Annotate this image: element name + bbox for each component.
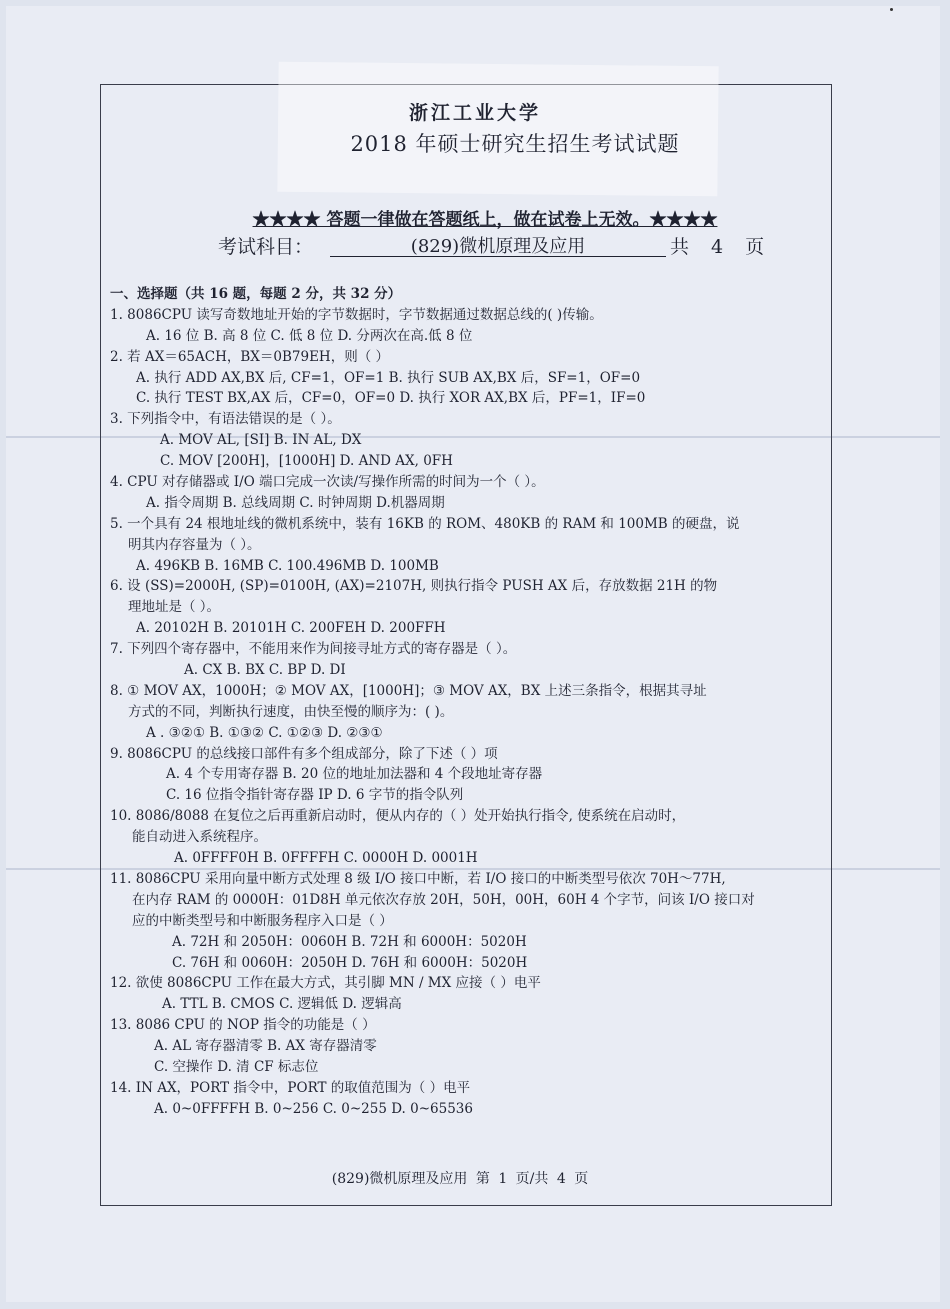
question-line: A. 执行 ADD AX,BX 后, CF=1，OF=1 B. 执行 SUB AX,BX 后，SF=1，OF=0 bbox=[136, 369, 641, 386]
question-line: 10. 8086/8088 在复位之后再重新启动时，便从内存的（ ）处开始执行指令, 使系统在启动时， bbox=[110, 808, 686, 825]
question-line: A. TTL B. CMOS C. 逻辑低 D. 逻辑高 bbox=[162, 996, 402, 1013]
subject-label: 考试科目： bbox=[218, 236, 314, 258]
subject-name: (829)微机原理及应用 bbox=[330, 232, 666, 257]
question-line: A . ③②① B. ①③② C. ①②③ D. ②③① bbox=[146, 724, 383, 741]
question-line: C. 执行 TEST BX,AX 后，CF=0，OF=0 D. 执行 XOR AX,BX 后，PF=1，IF=0 bbox=[136, 390, 646, 407]
scan-speck bbox=[890, 8, 893, 11]
question-line: 8. ① MOV AX，1000H；② MOV AX，[1000H]；③ MOV AX，BX 上述三条指令，根据其寻址 bbox=[110, 682, 707, 699]
question-line: 13. 8086 CPU 的 NOP 指令的功能是（ ） bbox=[110, 1017, 376, 1034]
question-line: C. 76H 和 0060H：2050H D. 76H 和 6000H：5020H bbox=[172, 954, 528, 971]
question-line: 1. 8086CPU 读写奇数地址开始的字节数据时，字节数据通过数据总线的( )传输。 bbox=[110, 306, 603, 323]
question-list bbox=[110, 284, 822, 1120]
question-line: 7. 下列四个寄存器中，不能用来作为间接寻址方式的寄存器是（ ）。 bbox=[110, 641, 517, 658]
answer-notice bbox=[0, 205, 950, 230]
question-line: A. 0~0FFFFH B. 0~256 C. 0~255 D. 0~65536 bbox=[154, 1100, 473, 1117]
section-heading: 一、选择题（共 16 题，每题 2 分，共 32 分） bbox=[110, 286, 402, 302]
question-line: 4. CPU 对存储器或 I/O 端口完成一次读/写操作所需的时间为一个（ ）。 bbox=[110, 474, 545, 491]
question-line: 9. 8086CPU 的总线接口部件有多个组成部分，除了下述（ ）项 bbox=[110, 745, 498, 762]
question-line: A. 指令周期 B. 总线周期 C. 时钟周期 D.机器周期 bbox=[146, 494, 445, 511]
question-line: 明其内存容量为（ ）。 bbox=[128, 536, 261, 553]
question-line: A. 4 个专用寄存器 B. 20 位的地址加法器和 4 个段地址寄存器 bbox=[166, 766, 543, 783]
question-line: 3. 下列指令中，有语法错误的是（ ）。 bbox=[110, 411, 341, 428]
question-line: A. 0FFFF0H B. 0FFFFH C. 0000H D. 0001H bbox=[174, 850, 478, 867]
question-line: 理地址是（ ）。 bbox=[128, 599, 221, 616]
question-line: A. AL 寄存器清零 B. AX 寄存器清零 bbox=[154, 1038, 377, 1055]
question-line: 12. 欲使 8086CPU 工作在最大方式，其引脚 MN / MX 应接（ ）电平 bbox=[110, 975, 541, 992]
page-footer: (829)微机原理及应用 第 1 页/共 4 页 bbox=[331, 1171, 589, 1187]
university-name: 浙江工业大学 bbox=[408, 102, 541, 124]
question-line: 6. 设 (SS)=2000H, (SP)=0100H, (AX)=2107H, 则执行指令 PUSH AX 后，存放数据 21H 的物 bbox=[110, 578, 718, 595]
question-line: 方式的不同，判断执行速度，由快至慢的顺序为：( )。 bbox=[128, 703, 454, 720]
question-line: 应的中断类型号和中断服务程序入口是（ ） bbox=[132, 912, 393, 929]
question-line: A. 20102H B. 20101H C. 200FEH D. 200FFH bbox=[136, 620, 446, 637]
question-line: A. 16 位 B. 高 8 位 C. 低 8 位 D. 分两次在高.低 8 位 bbox=[146, 327, 473, 344]
question-line: C. MOV [200H]，[1000H] D. AND AX, 0FH bbox=[160, 453, 453, 470]
question-line: 在内存 RAM 的 0000H：01D8H 单元依次存放 20H，50H，00H，60H 4 个字节，问该 I/O 接口对 bbox=[132, 891, 755, 908]
subject-row bbox=[218, 232, 778, 262]
answer-notice-text: ★★★★ 答题一律做在答题纸上，做在试卷上无效。★★★★ bbox=[252, 210, 718, 230]
question-line: A. CX B. BX C. BP D. DI bbox=[184, 662, 346, 679]
total-pages: 共 4 页 bbox=[670, 236, 773, 258]
question-line: 2. 若 AX＝65ACH，BX＝0B79EH，则（ ） bbox=[110, 348, 389, 365]
question-line: 能自动进入系统程序。 bbox=[132, 829, 267, 846]
question-line: A. MOV AL, [SI] B. IN AL, DX bbox=[160, 432, 362, 449]
question-line: A. 496KB B. 16MB C. 100.496MB D. 100MB bbox=[136, 557, 439, 574]
question-line: A. 72H 和 2050H：0060H B. 72H 和 6000H：5020H bbox=[172, 933, 527, 950]
question-line: 14. IN AX，PORT 指令中，PORT 的取值范围为（ ）电平 bbox=[110, 1079, 471, 1096]
question-line: 5. 一个具有 24 根地址线的微机系统中，装有 16KB 的 ROM、480KB 的 RAM 和 100MB 的硬盘，说 bbox=[110, 515, 740, 532]
question-line: 11. 8086CPU 采用向量中断方式处理 8 级 I/O 接口中断，若 I/O 接口的中断类型号依次 70H～77H, bbox=[110, 870, 726, 887]
question-line: C. 空操作 D. 清 CF 标志位 bbox=[154, 1058, 319, 1075]
exam-title: 2018 年硕士研究生招生考试试题 bbox=[350, 132, 680, 156]
question-line: C. 16 位指令指针寄存器 IP D. 6 字节的指令队列 bbox=[166, 787, 464, 804]
